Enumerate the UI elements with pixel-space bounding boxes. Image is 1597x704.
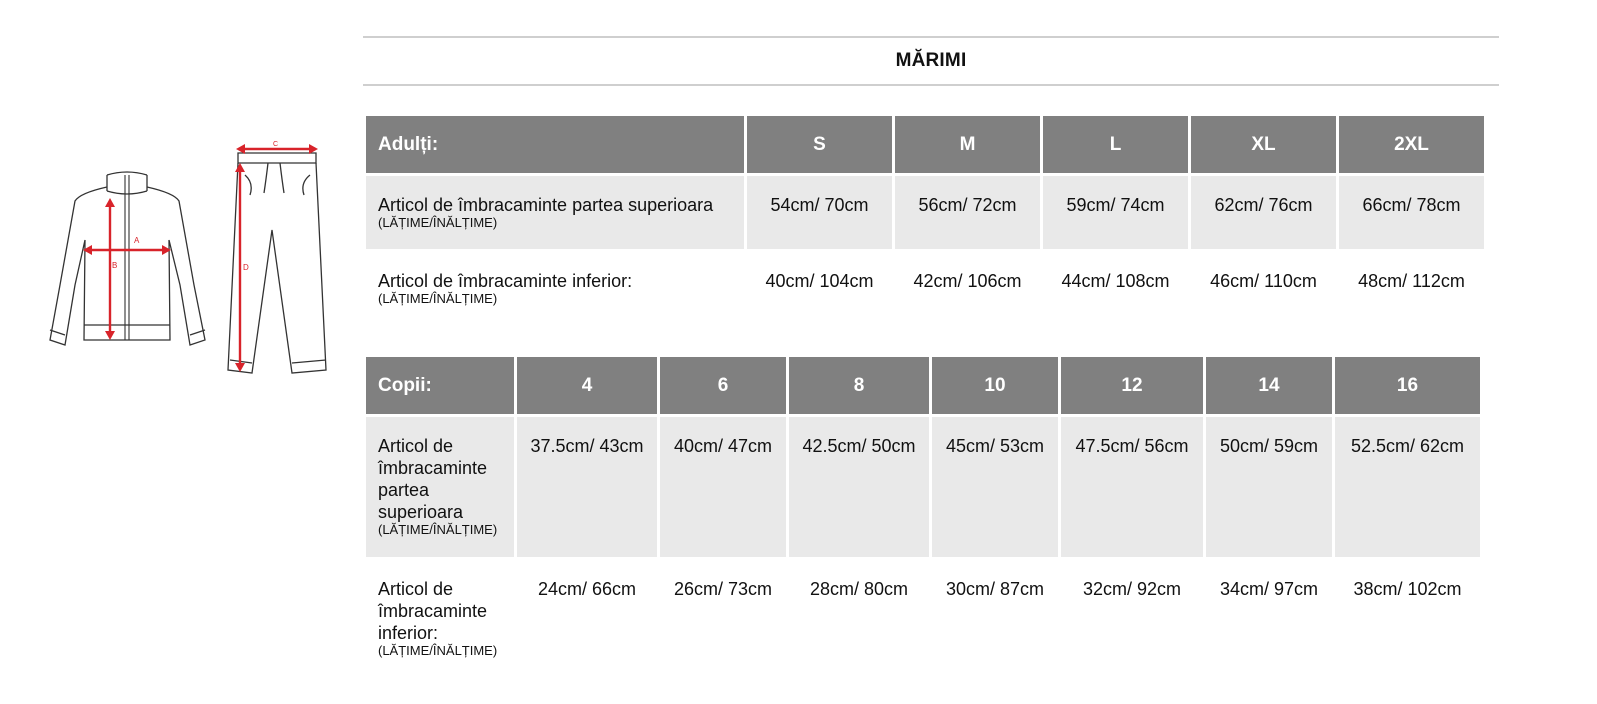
row-label-cell (366, 560, 514, 660)
kids-size-header: 4 (517, 357, 657, 414)
pants-label-d: D (243, 263, 249, 272)
adults-size-table (363, 113, 1487, 328)
adults-header-label: Adulți: (366, 116, 744, 173)
adults-size-header: XL (1191, 116, 1336, 173)
size-value-cell: 42.5cm/ 50cm (789, 417, 929, 557)
kids-size-header: 8 (789, 357, 929, 414)
size-value-cell: 26cm/ 73cm (660, 560, 786, 660)
size-value-cell: 47.5cm/ 56cm (1061, 417, 1203, 557)
size-value-cell: 54cm/ 70cm (747, 176, 892, 249)
size-value-cell: 56cm/ 72cm (895, 176, 1040, 249)
size-value-cell: 44cm/ 108cm (1043, 252, 1188, 325)
adults-header-row (366, 116, 1484, 173)
kids-header-label: Copii: (366, 357, 514, 414)
table-row (366, 417, 1480, 557)
size-value-cell: 34cm/ 97cm (1206, 560, 1332, 660)
jacket-label-b: B (112, 261, 118, 270)
pants-label-c: C (273, 141, 279, 148)
jacket-measure-arrows (83, 198, 171, 340)
row-label: Articol de îmbracaminte partea superioara (378, 195, 714, 215)
size-value-cell: 42cm/ 106cm (895, 252, 1040, 325)
size-value-cell: 40cm/ 47cm (660, 417, 786, 557)
row-sublabel: (LĂȚIME/ÎNĂLȚIME) (378, 215, 498, 230)
page-title: MĂRIMI (895, 50, 967, 71)
adults-size-header: 2XL (1339, 116, 1484, 173)
size-value-cell: 40cm/ 104cm (747, 252, 892, 325)
size-value-cell: 52.5cm/ 62cm (1335, 417, 1480, 557)
size-value-cell: 37.5cm/ 43cm (517, 417, 657, 557)
row-sublabel: (LĂȚIME/ÎNĂLȚIME) (378, 291, 498, 306)
table-row (366, 252, 1484, 325)
kids-size-header: 12 (1061, 357, 1203, 414)
jacket-label-a: A (134, 236, 140, 245)
size-value-cell: 45cm/ 53cm (932, 417, 1058, 557)
size-value-cell: 32cm/ 92cm (1061, 560, 1203, 660)
kids-size-header: 6 (660, 357, 786, 414)
size-value-cell: 62cm/ 76cm (1191, 176, 1336, 249)
size-value-cell: 48cm/ 112cm (1339, 252, 1484, 325)
row-label-cell (366, 176, 744, 249)
size-value-cell: 66cm/ 78cm (1339, 176, 1484, 249)
kids-header-row (366, 357, 1480, 414)
row-label: Articol de îmbracaminte inferior: (378, 579, 488, 643)
kids-size-table (363, 354, 1483, 663)
row-sublabel: (LĂȚIME/ÎNĂLȚIME) (378, 643, 498, 658)
row-label: Articol de îmbracaminte partea superioara (378, 436, 488, 522)
adults-size-header: M (895, 116, 1040, 173)
adults-size-header: S (747, 116, 892, 173)
title-band (363, 36, 1499, 86)
kids-size-header: 10 (932, 357, 1058, 414)
size-value-cell: 59cm/ 74cm (1043, 176, 1188, 249)
row-label-cell (366, 252, 744, 325)
table-row (366, 176, 1484, 249)
size-value-cell: 24cm/ 66cm (517, 560, 657, 660)
size-value-cell: 30cm/ 87cm (932, 560, 1058, 660)
row-sublabel: (LĂȚIME/ÎNĂLȚIME) (378, 522, 498, 537)
table-row (366, 560, 1480, 660)
size-value-cell: 38cm/ 102cm (1335, 560, 1480, 660)
kids-size-header: 14 (1206, 357, 1332, 414)
size-value-cell: 50cm/ 59cm (1206, 417, 1332, 557)
adults-size-header: L (1043, 116, 1188, 173)
size-value-cell: 28cm/ 80cm (789, 560, 929, 660)
size-value-cell: 46cm/ 110cm (1191, 252, 1336, 325)
row-label: Articol de îmbracaminte inferior: (378, 271, 633, 291)
garment-measurement-illustration (40, 135, 350, 395)
kids-size-header: 16 (1335, 357, 1480, 414)
row-label-cell (366, 417, 514, 557)
jacket-drawing (50, 172, 205, 345)
